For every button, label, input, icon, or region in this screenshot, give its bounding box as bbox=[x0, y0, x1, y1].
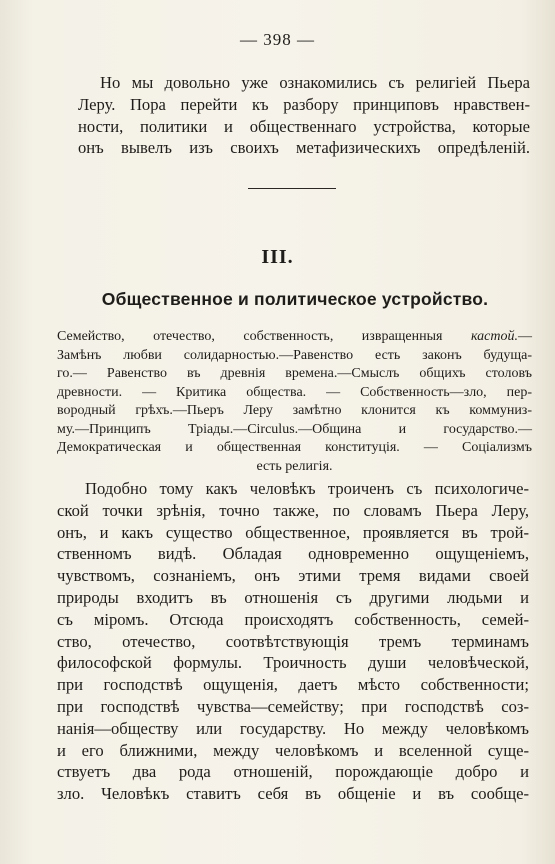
summary-line: вородный грѣхъ.—Пьеръ Леру замѣтно клонится къ коммуниз- bbox=[57, 403, 532, 418]
section-number: III. bbox=[261, 246, 294, 268]
summary-line: го.— Равенство въ древнія времена.—Смыслъ общихъ столовъ bbox=[57, 366, 532, 381]
text-line: ности, политики и общественнаго устройства, которые bbox=[78, 116, 530, 136]
text-line: ствуетъ два рода отношеній, порождающіе добро и bbox=[57, 762, 529, 782]
summary-line bbox=[57, 328, 532, 347]
text-line: ственномъ видѣ. Обладая одновременно ощущеніемъ, bbox=[57, 544, 529, 564]
text-line: зло. Человѣкъ ставитъ себя въ общеніе и въ сообще- bbox=[57, 784, 529, 804]
text-line: при господствѣ ощущенія, даетъ мѣсто собственности; bbox=[57, 675, 529, 695]
chapter-summary bbox=[57, 328, 532, 476]
summary-line: Замѣнъ любви солидарностью.—Равенство есть законъ будуща- bbox=[57, 347, 532, 363]
text-line: Подобно тому какъ человѣкъ троиченъ съ психологиче- bbox=[85, 479, 529, 498]
text-line: и его ближними, между человѣкомъ и вселенной суще- bbox=[57, 740, 529, 760]
page-number: — 398 — bbox=[240, 30, 315, 49]
text-line: ской точки зрѣнія, точно также, по словамъ Пьера Леру, bbox=[57, 500, 529, 520]
text-line: съ міромъ. Отсюда происходятъ собственность, семей- bbox=[57, 609, 529, 629]
body-paragraph bbox=[57, 478, 529, 805]
text-line: природы входитъ въ отношенія съ другими людьми и bbox=[57, 587, 529, 607]
summary-emphasis: кастой. bbox=[470, 329, 519, 344]
text-line: при господствѣ чувства—семейству; при господствѣ соз- bbox=[57, 696, 529, 716]
summary-line: Демократическая и общественная конституція. — Соціализмъ bbox=[57, 440, 532, 455]
text-line: философской формулы. Троичность души человѣческой, bbox=[57, 653, 529, 673]
text-line: онъ, и какъ существо общественное, проявляется въ трой- bbox=[57, 522, 529, 542]
summary-line: му.—Принципъ Тріады.—Circulus.—Община и государство.— bbox=[57, 421, 532, 437]
text-line: Но мы довольно уже ознакомились съ религіей Пьера bbox=[100, 73, 530, 92]
summary-dash: — bbox=[518, 329, 533, 344]
text-line: ство, отечество, соотвѣтствующія тремъ терминамъ bbox=[57, 631, 529, 651]
text-line: нанія—обществу или государству. Но между человѣкомъ bbox=[57, 718, 529, 738]
intro-paragraph bbox=[78, 72, 530, 159]
text-line: чувствомъ, сознаніемъ, онъ этими тремя видами своей bbox=[57, 566, 529, 586]
summary-text: Семейство, отечество, собственность, извращенныя bbox=[57, 329, 443, 344]
summary-line: древности. — Критика общества. — Собственность—зло, пер- bbox=[57, 384, 532, 400]
text-line: онъ вывелъ изъ своихъ метафизическихъ опредѣленій. bbox=[78, 138, 530, 158]
section-divider bbox=[248, 188, 336, 189]
section-title: Общественное и политическое устройство. bbox=[101, 289, 489, 309]
text-line: Леру. Пора перейти къ разбору принциповъ нравствен- bbox=[78, 94, 530, 114]
summary-line: есть религія. bbox=[256, 458, 333, 474]
